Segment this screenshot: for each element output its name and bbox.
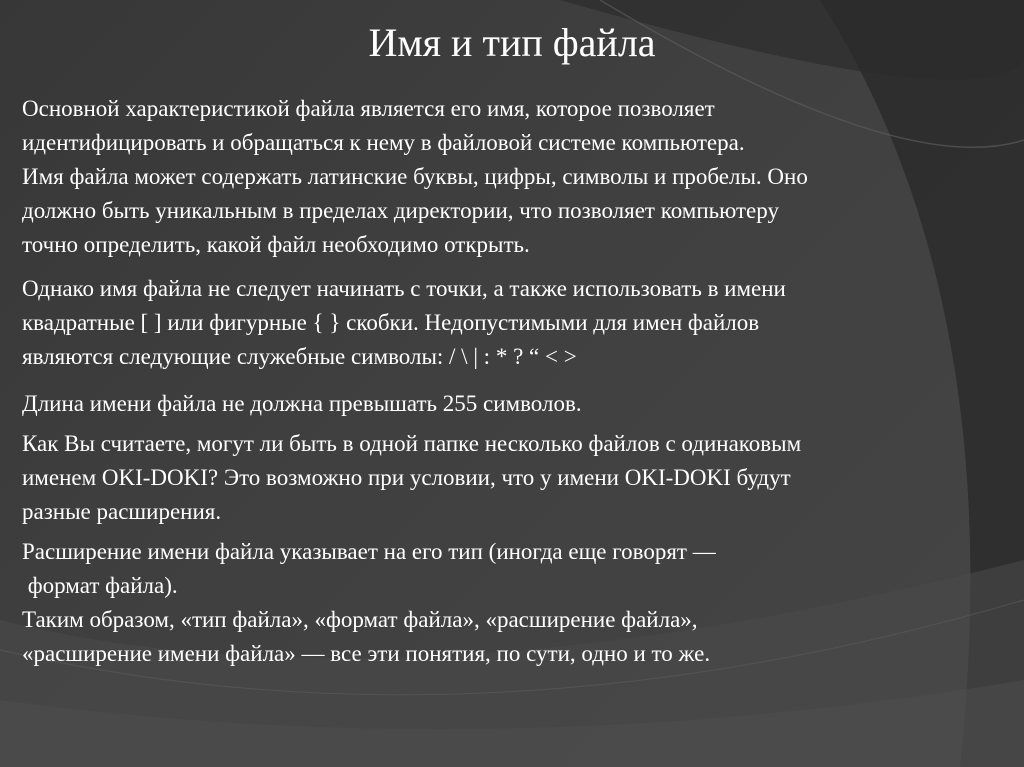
text-line: формат файла). — [22, 573, 178, 598]
text-line: Однако имя файла не следует начинать с точки, а также использовать в имени — [22, 276, 786, 301]
text-line: являются следующие служебные символы: / \ | : * ? “ < > — [22, 344, 577, 369]
text-line: именем OKI-DOKI? Это возможно при условии, что у имени OKI-DOKI будут — [22, 465, 791, 490]
slide-title: Имя и тип файла — [368, 20, 656, 65]
slide-body — [22, 92, 1007, 671]
text-line: Расширение имени файла указывает на его тип (иногда еще говорят — — [22, 539, 716, 564]
paragraph-forbidden-symbols — [22, 272, 1007, 374]
text-line: Таким образом, «тип файла», «формат файла», «расширение файла», — [22, 607, 698, 632]
paragraph-file-name — [22, 92, 1007, 262]
text-line: Основной характеристикой файла является его имя, которое позволяет — [22, 96, 715, 121]
text-line: Длина имени файла не должна превышать 255 символов. — [22, 391, 582, 416]
text-line: Как Вы считаете, могут ли быть в одной папке несколько файлов с одинаковым — [22, 431, 802, 456]
text-line: «расширение имени файла» — все эти понятия, по сути, одно и то же. — [22, 641, 711, 666]
text-line: точно определить, какой файл необходимо открыть. — [22, 232, 530, 257]
paragraph-extension — [22, 535, 1007, 671]
text-line: Имя файла может содержать латинские буквы, цифры, символы и пробелы. Оно — [22, 164, 808, 189]
text-line: идентифицировать и обращаться к нему в файловой системе компьютера. — [22, 130, 745, 155]
paragraph-question — [22, 427, 1007, 529]
text-line: должно быть уникальным в пределах директории, что позволяет компьютеру — [22, 198, 779, 223]
paragraph-name-length — [22, 387, 1007, 421]
text-line: квадратные [ ] или фигурные { } скобки. Недопустимыми для имен файлов — [22, 310, 760, 335]
text-line: разные расширения. — [22, 499, 222, 524]
